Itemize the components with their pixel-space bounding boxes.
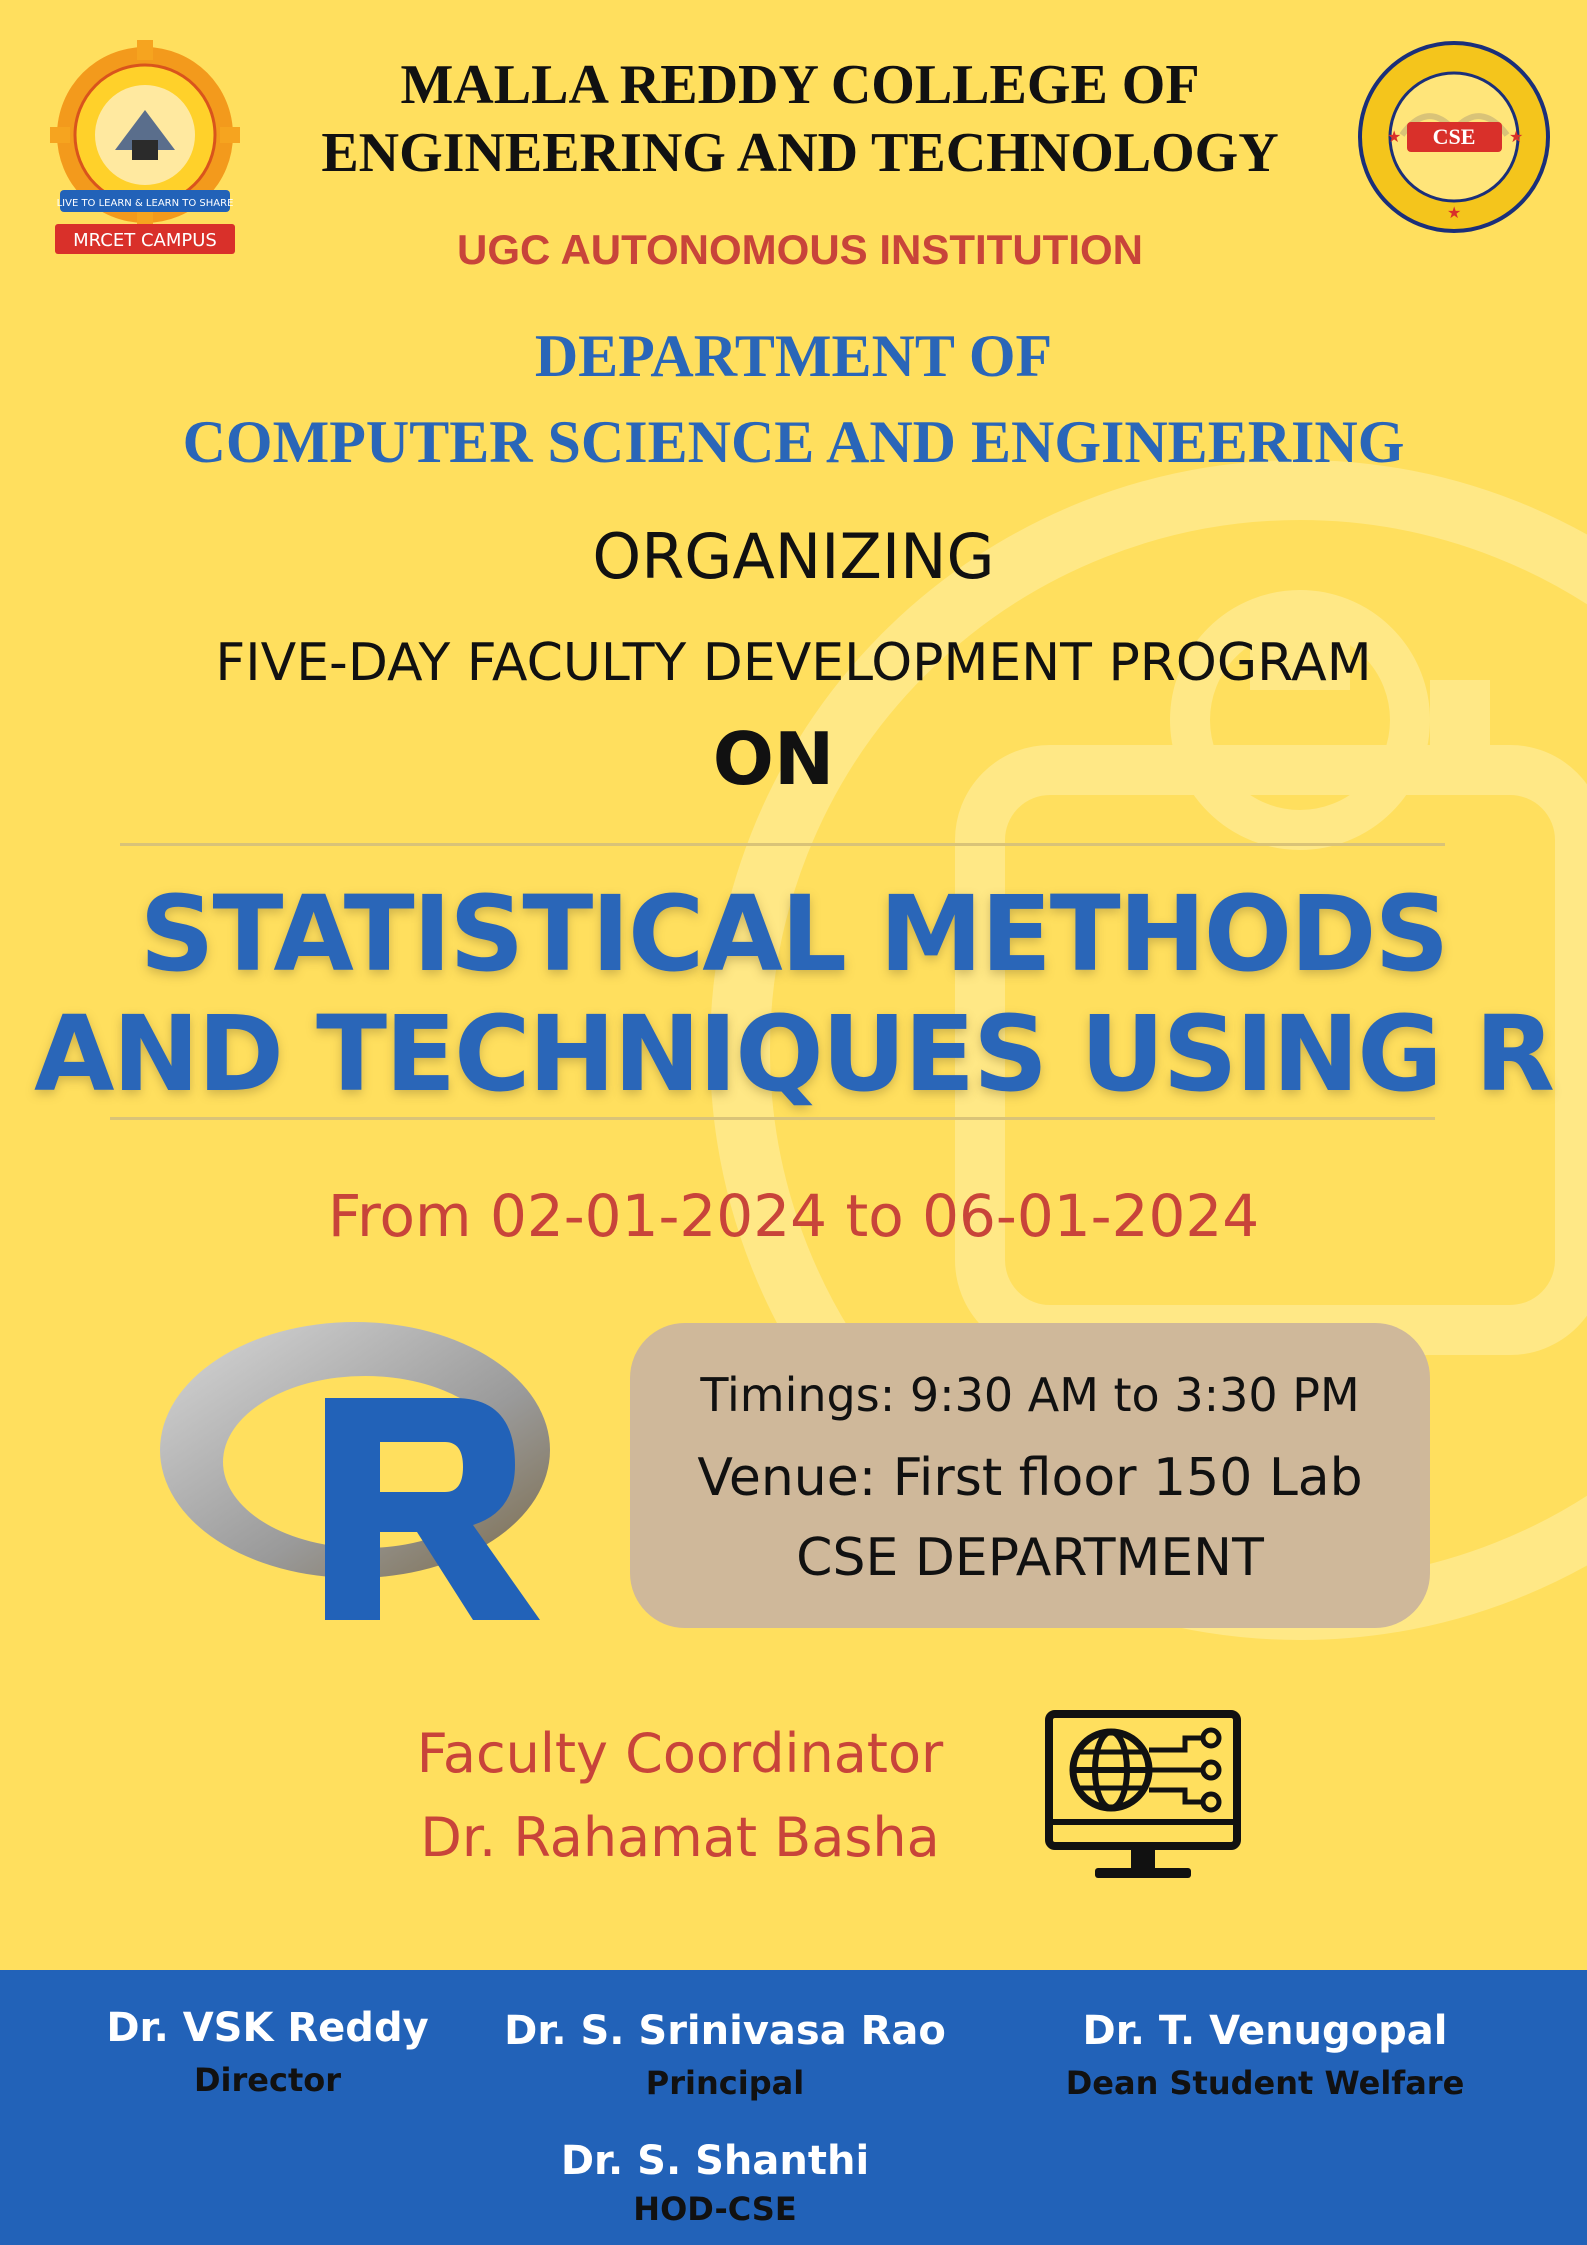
svg-text:★: ★: [1447, 203, 1462, 222]
organizing-label: ORGANIZING: [592, 520, 995, 593]
timings-text: Timings: 9:30 AM to 3:30 PM: [700, 1368, 1360, 1422]
person-name: Dr. S. Shanthi: [560, 2138, 870, 2184]
footer-person-director: [90, 2005, 445, 2099]
event-title-line1: STATISTICAL METHODS: [139, 873, 1448, 995]
department-line2: COMPUTER SCIENCE AND ENGINEERING: [182, 409, 1405, 475]
college-name-line2: ENGINEERING AND TECHNOLOGY: [321, 122, 1279, 184]
svg-text:CSE: CSE: [1432, 124, 1476, 149]
event-dates: From 02-01-2024 to 06-01-2024: [327, 1182, 1260, 1250]
title-rule-bottom: [110, 1117, 1435, 1120]
person-role: Principal: [645, 2064, 805, 2102]
ugc-autonomous: UGC AUTONOMOUS INSTITUTION: [457, 226, 1143, 273]
cse-logo: [1357, 40, 1552, 235]
footer-person-hod: [545, 2138, 885, 2228]
footer-person-dean: [1055, 2008, 1475, 2102]
person-name: Dr. VSK Reddy: [106, 2005, 429, 2051]
coordinator-name: Dr. Rahamat Basha: [420, 1806, 940, 1869]
r-logo-icon: [155, 1320, 565, 1630]
person-name: Dr. T. Venugopal: [1082, 2008, 1448, 2054]
person-role: Director: [193, 2061, 342, 2099]
venue-text: Venue: First floor 150 Lab: [697, 1448, 1363, 1508]
college-logo: [40, 40, 250, 260]
college-name-line1: MALLA REDDY COLLEGE OF: [400, 54, 1200, 116]
info-box: [630, 1323, 1430, 1628]
coordinator-label: Faculty Coordinator: [416, 1722, 944, 1785]
person-role: HOD-CSE: [633, 2190, 797, 2228]
title-rule-top: [120, 843, 1445, 846]
person-name: Dr. S. Srinivasa Rao: [504, 2008, 946, 2054]
svg-text:MRCET CAMPUS: MRCET CAMPUS: [73, 230, 217, 251]
person-role: Dean Student Welfare: [1065, 2064, 1465, 2102]
department-line1: DEPARTMENT OF: [534, 323, 1053, 389]
svg-text:★: ★: [1509, 127, 1524, 146]
svg-text:★: ★: [1387, 127, 1402, 146]
venue-department-text: CSE DEPARTMENT: [796, 1528, 1264, 1588]
globe-monitor-icon: [1045, 1710, 1241, 1888]
footer: [0, 1970, 1587, 2245]
footer-person-principal: [495, 2008, 955, 2102]
svg-text:LIVE TO LEARN & LEARN TO SHARE: LIVE TO LEARN & LEARN TO SHARE: [56, 198, 234, 209]
event-title-line2: AND TECHNIQUES USING R: [34, 993, 1553, 1115]
program-label: FIVE-DAY FACULTY DEVELOPMENT PROGRAM: [215, 633, 1372, 693]
on-label: ON: [712, 717, 835, 801]
